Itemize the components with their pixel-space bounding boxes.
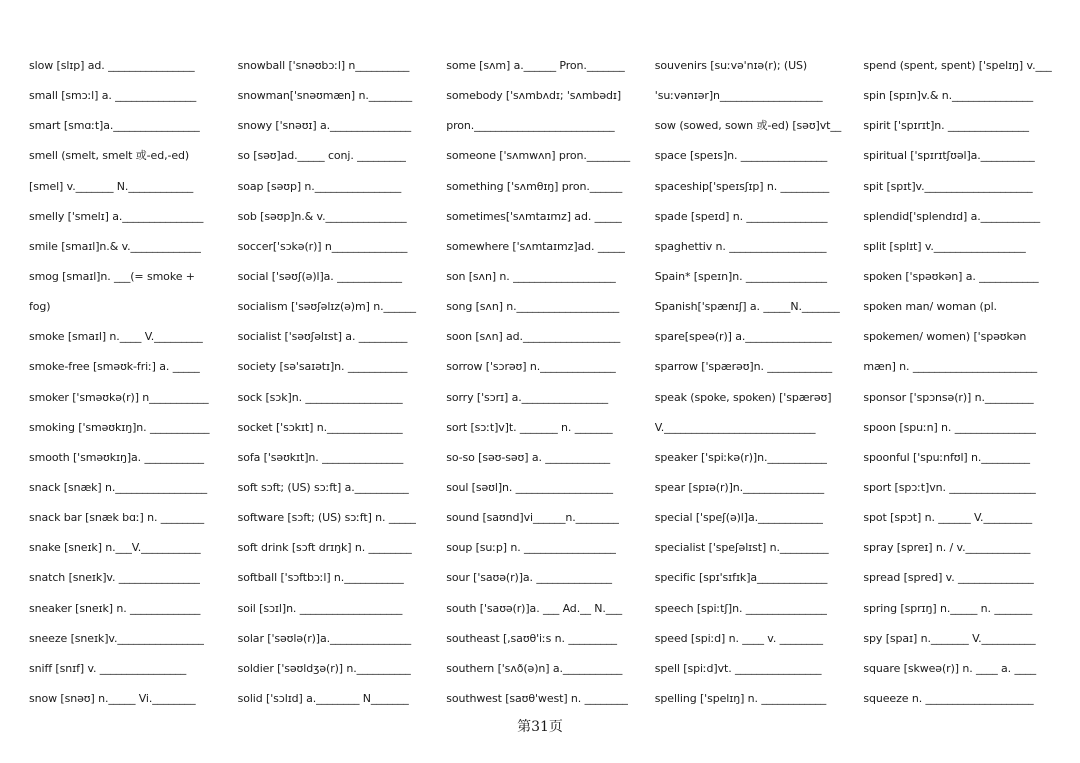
vocab-entry: socket ['sɔkɪt] n.______________ <box>237 420 403 434</box>
vocab-entry: southeast [,saʊθ'iːs n. _________ <box>446 631 617 645</box>
vocab-entry: Spain* [speɪn]n. _______________ <box>654 269 827 283</box>
vocab-entry: smile [smaɪl]n.& v._____________ <box>29 239 201 253</box>
vocab-entry: socialist ['səʊʃəlɪst] a. _________ <box>237 330 408 344</box>
vocab-entry: spaghettiv n. __________________ <box>654 239 827 253</box>
vocab-entry: smooth ['sməʊkɪŋ]a. ___________ <box>29 450 204 464</box>
vocab-entry: spare[speə(r)] a.________________ <box>654 330 832 344</box>
vocab-entry: soon [sʌn] ad.__________________ <box>446 330 621 344</box>
vocab-entry: spy [spaɪ] n._______ V.__________ <box>863 631 1036 645</box>
vocab-entry: spoken man/ woman (pl. <box>863 300 997 314</box>
vocab-entry: south ['saʊə(r)]a. ___ Ad.__ N.___ <box>446 601 623 615</box>
column-5 <box>863 51 1059 716</box>
vocab-entry: sorry ['sɔrɪ] a.________________ <box>446 390 609 404</box>
vocab-entry: sneaker [sneɪk] n. _____________ <box>29 601 201 615</box>
vocab-entry: slow [slɪp] ad. ________________ <box>29 59 195 72</box>
vocab-entry: splendid['splendɪd] a.___________ <box>863 209 1041 223</box>
vocab-entry: smell (smelt, smelt 或-ed,-ed) <box>29 149 190 163</box>
vocab-entry: spend (spent, spent) ['spelɪŋ] v.___ <box>863 59 1052 72</box>
vocab-entry: smog [smaɪl]n. ___(= smoke + <box>29 269 195 283</box>
vocab-entry: smoke [smaɪl] n.____ V._________ <box>29 330 203 344</box>
vocab-entry: spoon [spuːn] n. _______________ <box>863 420 1036 434</box>
vocab-entry: so [səʊ]ad._____ conj. _________ <box>237 149 406 163</box>
vocab-entry: spring [sprɪŋ] n._____ n. _______ <box>863 601 1033 615</box>
vocab-entry: snack bar [snæk bɑː] n. ________ <box>29 511 204 525</box>
vocab-entry: somewhere ['sʌmtaɪmz]ad. _____ <box>446 239 625 253</box>
vocab-entry: speech [spiːtʃ]n. _______________ <box>654 601 827 615</box>
vocab-entry: soft sɔft; (US) sɔːft] a.__________ <box>237 480 409 494</box>
vocab-entry: speak (spoke, spoken) ['spærəʊ] <box>654 390 832 404</box>
vocab-entry: 'suːvənɪər]n___________________ <box>654 89 823 103</box>
vocab-entry: squeeze n. ____________________ <box>863 691 1034 705</box>
vocab-entry: speed [spiːd] n. ____ v. ________ <box>654 631 823 645</box>
vocab-entry: spell [spiːd]vt. ________________ <box>654 661 822 675</box>
vocab-entry: specific [spɪ'sɪfɪk]a_____________ <box>654 571 828 585</box>
vocab-entry: spin [spɪn]v.& n._______________ <box>863 89 1033 103</box>
vocab-entry: spit [spɪt]v.____________________ <box>863 179 1033 193</box>
vocab-entry: soap [səʊp] n.________________ <box>237 179 402 193</box>
vocab-entry: smelly ['smelɪ] a._______________ <box>29 209 204 223</box>
vocab-entry: soldier ['səʊldʒə(r)] n.__________ <box>237 661 411 675</box>
vocab-entry: solid ['sɔlɪd] a.________ N_______ <box>237 691 409 705</box>
vocab-entry: somebody ['sʌmbʌdɪ; 'sʌmbədɪ] <box>446 89 622 103</box>
vocab-entry: special ['speʃ(ə)l]a.____________ <box>654 511 823 525</box>
vocab-entry: smoking ['sməʊkɪŋ]n. ___________ <box>29 420 210 434</box>
vocab-entry: space [speɪs]n. ________________ <box>654 149 828 163</box>
vocab-entry: sorrow ['sɔrəʊ] n.______________ <box>446 360 616 374</box>
vocab-entry: small [smɔːl] a. _______________ <box>29 89 197 103</box>
vocab-entry: sofa ['səʊkɪt]n. _______________ <box>237 450 404 464</box>
vocab-entry: soil [sɔɪl]n. ___________________ <box>237 601 403 615</box>
vocab-entry: soul [səʊl]n. __________________ <box>446 480 613 494</box>
vocab-entry: sow (sowed, sown 或-ed) [səʊ]vt__ <box>654 119 842 133</box>
vocab-entry: V.____________________________ <box>654 420 816 434</box>
vocab-entry: pron.__________________________ <box>446 119 615 133</box>
vocab-entry: soup [suːp] n. _________________ <box>446 541 616 555</box>
vocab-entry: smoke-free [sməʊk-friː] a. _____ <box>29 360 200 374</box>
vocab-entry: specialist ['speʃəlɪst] n._________ <box>654 541 829 555</box>
vocab-entry: softball ['sɔftbɔːl] n.___________ <box>237 571 404 585</box>
vocab-entry: sour ['saʊə(r)]a. ______________ <box>446 571 612 585</box>
vocab-entry: snowball ['snəʊbɔːl] n__________ <box>237 59 410 72</box>
vocab-entry: spelling ['spelɪŋ] n. ____________ <box>654 691 827 705</box>
vocab-entry: spear [spɪə(r)]n._______________ <box>654 480 825 494</box>
vocab-entry: spot [spɔt] n. ______ V._________ <box>863 511 1033 525</box>
vocab-entry: sound [saʊnd]vi______n.________ <box>446 511 619 525</box>
vocab-entry: snowy ['snəʊɪ] a._______________ <box>237 119 412 133</box>
vocab-entry: smoker ['sməʊkə(r)] n___________ <box>29 390 209 404</box>
vocab-entry: spaceship['speɪsʃɪp] n. _________ <box>654 179 830 193</box>
vocab-entry: snowman['snəʊmæn] n.________ <box>237 89 412 103</box>
worksheet <box>29 51 1059 716</box>
vocab-entry: Spanish['spænɪʃ] a. _____N._______ <box>654 300 840 314</box>
vocab-entry: someone ['sʌmwʌn] pron.________ <box>446 149 630 163</box>
vocab-entry: snatch [sneɪk]v. _______________ <box>29 571 200 585</box>
vocab-entry: spray [spreɪ] n. / v.____________ <box>863 541 1031 555</box>
vocab-entry: speaker ['spiːkə(r)]n.___________ <box>654 450 827 464</box>
vocab-entry: fog) <box>29 300 51 314</box>
vocab-entry: split [splɪt] v._________________ <box>863 239 1026 253</box>
vocab-entry: some [sʌm] a.______ Pron._______ <box>446 59 625 72</box>
vocab-entry: sock [sɔk]n. __________________ <box>237 390 403 404</box>
vocab-entry: socialism ['səʊʃəlɪz(ə)m] n.______ <box>237 300 416 314</box>
vocab-entry: spirit ['spɪrɪt]n. _______________ <box>863 119 1029 133</box>
column-1 <box>29 51 225 716</box>
vocab-entry: song [sʌn] n.___________________ <box>446 300 620 314</box>
vocab-entry: sneeze [sneɪk]v.________________ <box>29 631 204 645</box>
vocab-entry: southern ['sʌð(ə)n] a.___________ <box>446 661 623 675</box>
vocab-entry: souvenirs [suːvə'nɪə(r); (US) <box>654 59 808 72</box>
vocab-entry: so-so [səʊ-səʊ] a. ____________ <box>446 450 611 464</box>
vocab-entry: mæn] n. _______________________ <box>863 360 1038 374</box>
vocab-entry: sniff [snɪf] v. ________________ <box>29 661 187 675</box>
column-4 <box>655 51 851 716</box>
vocab-entry: snack [snæk] n._________________ <box>29 480 208 494</box>
vocab-entry: solar ['səʊlə(r)]a._______________ <box>237 631 412 645</box>
vocab-entry: spade [speɪd] n. _______________ <box>654 209 828 223</box>
vocab-entry: sport [spɔːt]vn. ________________ <box>863 480 1036 494</box>
vocab-entry: spread [spred] v. ______________ <box>863 571 1034 585</box>
vocab-entry: snow [snəʊ] n._____ Vi.________ <box>29 691 196 705</box>
page-number: 第31页 <box>517 719 563 735</box>
column-3 <box>446 51 642 716</box>
vocab-entry: social ['səʊʃ(ə)l]a. ____________ <box>237 269 402 283</box>
vocab-entry: square [skweə(r)] n. ____ a. ____ <box>863 661 1037 675</box>
column-2 <box>238 51 434 716</box>
vocab-entry: sob [səʊp]n.& v._______________ <box>237 209 407 223</box>
vocab-entry: sometimes['sʌmtaɪmz] ad. _____ <box>446 209 622 223</box>
vocab-entry: software [sɔft; (US) sɔːft] n. _____ <box>237 511 416 525</box>
vocab-entry: [smel] v._______ N.____________ <box>29 179 194 193</box>
vocab-entry: soccer['sɔkə(r)] n______________ <box>237 239 408 253</box>
vocab-entry: son [sʌn] n. ___________________ <box>446 269 616 283</box>
vocab-entry: sort [sɔːt]v]t. _______ n. _______ <box>446 420 613 434</box>
vocab-entry: sponsor ['spɔnsə(r)] n._________ <box>863 390 1034 404</box>
vocab-entry: soft drink [sɔft drɪŋk] n. ________ <box>237 541 412 555</box>
vocab-entry: snake [sneɪk] n.___V.___________ <box>29 541 201 555</box>
vocab-entry: spoonful ['spuːnfʊl] n._________ <box>863 450 1030 464</box>
vocab-entry: southwest [saʊθ'west] n. ________ <box>446 691 628 705</box>
vocab-entry: sparrow ['spærəʊ]n. ____________ <box>654 360 833 374</box>
vocab-entry: society [sə'saɪətɪ]n. ___________ <box>237 360 408 374</box>
vocab-entry: spokemen/ women) ['spəʊkən <box>863 330 1027 344</box>
vocab-entry: smart [smɑːt]a.________________ <box>29 119 200 133</box>
vocab-entry: spiritual ['spɪrɪtʃʊəl]a.__________ <box>863 149 1035 163</box>
vocab-entry: something ['sʌmθɪŋ] pron.______ <box>446 179 623 193</box>
vocab-entry: spoken ['spəʊkən] a. ___________ <box>863 269 1039 283</box>
